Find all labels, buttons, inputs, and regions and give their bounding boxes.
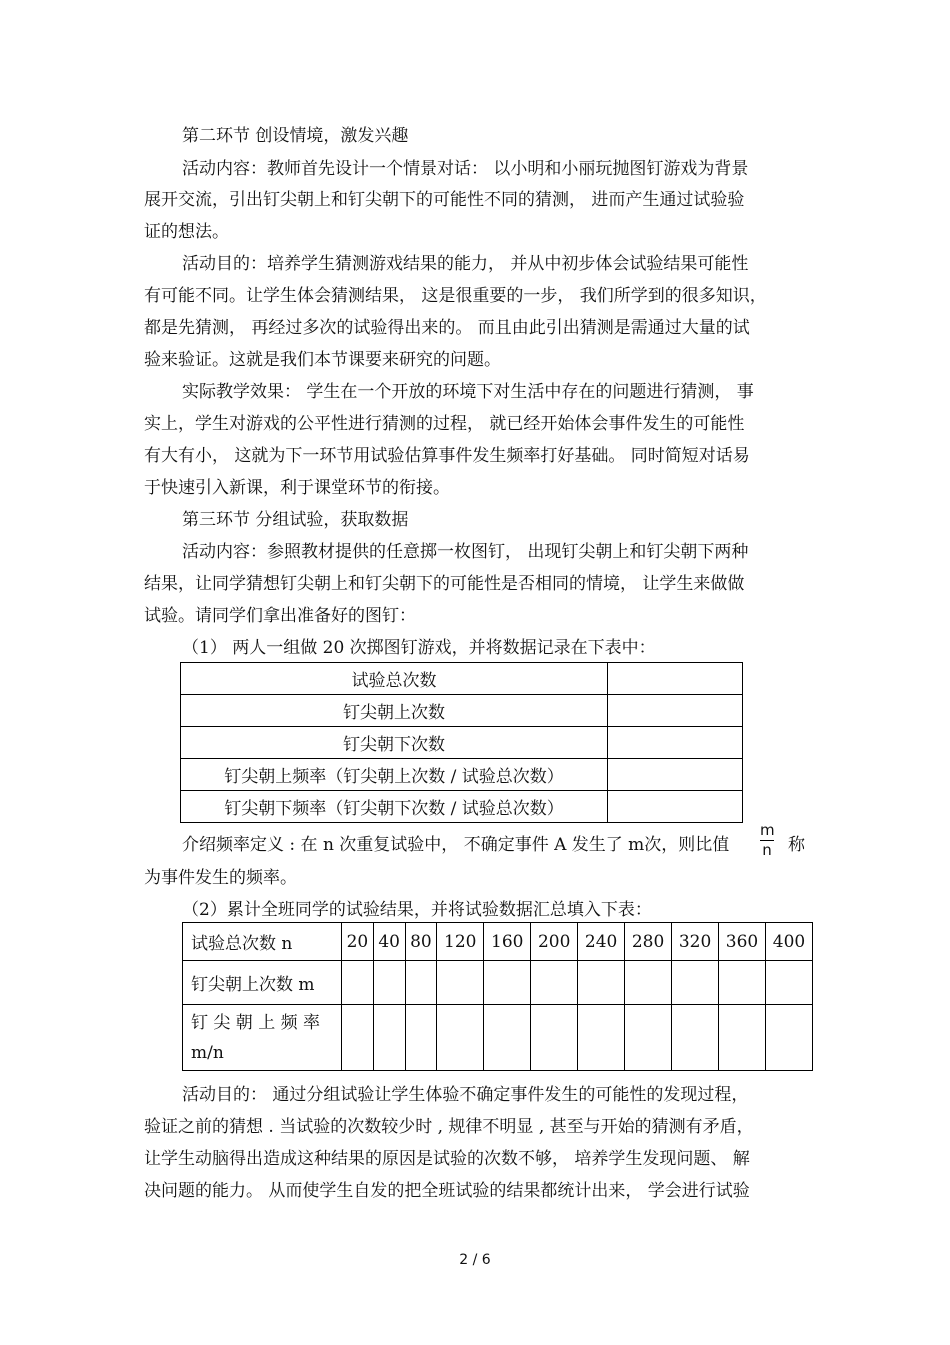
table-cell-empty bbox=[405, 1005, 437, 1071]
paragraph-line: 让学生动脑得出造成这种结果的原因是试验的次数不够， 培养学生发现问题、 解 bbox=[144, 1149, 750, 1169]
table-cell: 钉尖朝下频率（钉尖朝下次数 / 试验总次数） bbox=[181, 791, 608, 823]
section-heading-3: 第三环节 分组试验，获取数据 bbox=[182, 510, 409, 530]
paragraph-line: 实际教学效果： 学生在一个开放的环境下对生活中存在的问题进行猜测， 事 bbox=[182, 382, 754, 402]
fraction-numerator: m bbox=[760, 821, 775, 839]
paragraph-line: 实上，学生对游戏的公平性进行猜测的过程， 就已经开始体会事件发生的可能性 bbox=[144, 414, 745, 434]
table-cell-empty bbox=[373, 1005, 405, 1071]
table-cell: 钉尖朝下次数 bbox=[181, 727, 608, 759]
table-cell-empty bbox=[373, 961, 405, 1005]
page-number: 2 / 6 bbox=[459, 1252, 491, 1268]
table-row bbox=[181, 791, 743, 823]
table-cell-empty bbox=[719, 1005, 766, 1071]
table-row bbox=[181, 663, 743, 695]
paragraph-line: 证的想法。 bbox=[144, 222, 229, 242]
table-cell: 400 bbox=[765, 923, 812, 961]
table-cell-empty bbox=[578, 961, 625, 1005]
fraction-denominator: n bbox=[762, 841, 772, 859]
definition-line: 介绍频率定义 : 在 n 次重复试验中， 不确定事件 A 发生了 m次，则比值 bbox=[182, 835, 730, 855]
table-row bbox=[183, 961, 813, 1005]
table-cell: 钉尖朝上次数 bbox=[181, 695, 608, 727]
paragraph-line: 有大有小， 这就为下一环节用试验估算事件发生频率打好基础。 同时简短对话易 bbox=[144, 446, 750, 466]
table-cell: 280 bbox=[625, 923, 672, 961]
table-row bbox=[183, 1005, 813, 1071]
table-cell: 200 bbox=[531, 923, 578, 961]
table-cell-empty bbox=[608, 663, 743, 695]
list-item-1: （1） 两人一组做 20 次掷图钉游戏，并将数据记录在下表中： bbox=[182, 638, 656, 658]
paragraph-line: 决问题的能力。 从而使学生自发的把全班试验的结果都统计出来， 学会进行试验 bbox=[144, 1181, 750, 1201]
table-cell: 160 bbox=[484, 923, 531, 961]
table-cell: 40 bbox=[373, 923, 405, 961]
table-cell-empty bbox=[625, 961, 672, 1005]
table-cell-empty bbox=[342, 1005, 374, 1071]
table-cell-empty bbox=[719, 961, 766, 1005]
table-cell: 120 bbox=[437, 923, 484, 961]
row-header: 试验总次数 n bbox=[183, 923, 342, 961]
row-header-line: m/n bbox=[191, 1042, 224, 1063]
table-cell: 20 bbox=[342, 923, 374, 961]
table-cell-empty bbox=[484, 961, 531, 1005]
paragraph-line: 试验。请同学们拿出准备好的图钉： bbox=[144, 606, 416, 626]
table-cell-empty bbox=[765, 1005, 812, 1071]
table-row bbox=[183, 923, 813, 961]
table-cell-empty bbox=[484, 1005, 531, 1071]
table-cell-empty bbox=[608, 759, 743, 791]
definition-line-2: 为事件发生的频率。 bbox=[144, 868, 297, 888]
table-cell-empty bbox=[437, 1005, 484, 1071]
paragraph-line: 于快速引入新课，利于课堂环节的衔接。 bbox=[144, 478, 450, 498]
row-header-line: 钉 尖 朝 上 频 率 bbox=[191, 1012, 321, 1033]
table-cell-empty bbox=[437, 961, 484, 1005]
table-row bbox=[181, 727, 743, 759]
paragraph-line: 都是先猜测， 再经过多次的试验得出来的。 而且由此引出猜测是需通过大量的试 bbox=[144, 318, 750, 338]
table-cell-empty bbox=[531, 1005, 578, 1071]
list-item-2: （2）累计全班同学的试验结果，并将试验数据汇总填入下表： bbox=[182, 900, 652, 920]
paragraph-line: 活动目的：培养学生猜测游戏结果的能力， 并从中初步体会试验结果可能性 bbox=[182, 254, 749, 274]
table-cell: 360 bbox=[719, 923, 766, 961]
table-row bbox=[181, 695, 743, 727]
paragraph-line: 活动内容：参照教材提供的任意掷一枚图钉， 出现钉尖朝上和钉尖朝下两种 bbox=[182, 542, 749, 562]
table-cell-empty bbox=[578, 1005, 625, 1071]
record-table bbox=[180, 662, 743, 823]
table-cell: 80 bbox=[405, 923, 437, 961]
paragraph-line: 展开交流，引出钉尖朝上和钉尖朝下的可能性不同的猜测， 进而产生通过试验验 bbox=[144, 190, 745, 210]
row-header bbox=[183, 1005, 342, 1071]
fraction-m-over-n bbox=[760, 822, 774, 859]
paragraph-line: 结果，让同学猜想钉尖朝上和钉尖朝下的可能性是否相同的情境， 让学生来做做 bbox=[144, 574, 745, 594]
paragraph-line: 有可能不同。让学生体会猜测结果， 这是很重要的一步， 我们所学到的很多知识， bbox=[144, 286, 767, 306]
table-cell-empty bbox=[672, 1005, 719, 1071]
table-cell-empty bbox=[608, 695, 743, 727]
table-row bbox=[181, 759, 743, 791]
table-cell: 试验总次数 bbox=[181, 663, 608, 695]
summary-table bbox=[182, 922, 813, 1071]
paragraph-line: 活动目的： 通过分组试验让学生体验不确定事件发生的可能性的发现过程， bbox=[182, 1085, 749, 1105]
table-cell-empty bbox=[531, 961, 578, 1005]
paragraph-line: 活动内容：教师首先设计一个情景对话： 以小明和小丽玩抛图钉游戏为背景 bbox=[182, 159, 749, 179]
paragraph-line: 验证之前的猜想 . 当试验的次数较少时 , 规律不明显 , 甚至与开始的猜测有矛盾， bbox=[144, 1117, 754, 1137]
table-cell: 320 bbox=[672, 923, 719, 961]
table-cell-empty bbox=[672, 961, 719, 1005]
table-cell-empty bbox=[765, 961, 812, 1005]
table-cell-empty bbox=[608, 791, 743, 823]
definition-suffix: 称 bbox=[788, 835, 805, 855]
section-heading-2: 第二环节 创设情境，激发兴趣 bbox=[182, 126, 409, 146]
table-cell-empty bbox=[608, 727, 743, 759]
table-cell-empty bbox=[405, 961, 437, 1005]
table-cell-empty bbox=[342, 961, 374, 1005]
table-cell-empty bbox=[625, 1005, 672, 1071]
row-header: 钉尖朝上次数 m bbox=[183, 961, 342, 1005]
table-cell: 240 bbox=[578, 923, 625, 961]
paragraph-line: 验来验证。这就是我们本节课要来研究的问题。 bbox=[144, 350, 501, 370]
table-cell: 钉尖朝上频率（钉尖朝上次数 / 试验总次数） bbox=[181, 759, 608, 791]
